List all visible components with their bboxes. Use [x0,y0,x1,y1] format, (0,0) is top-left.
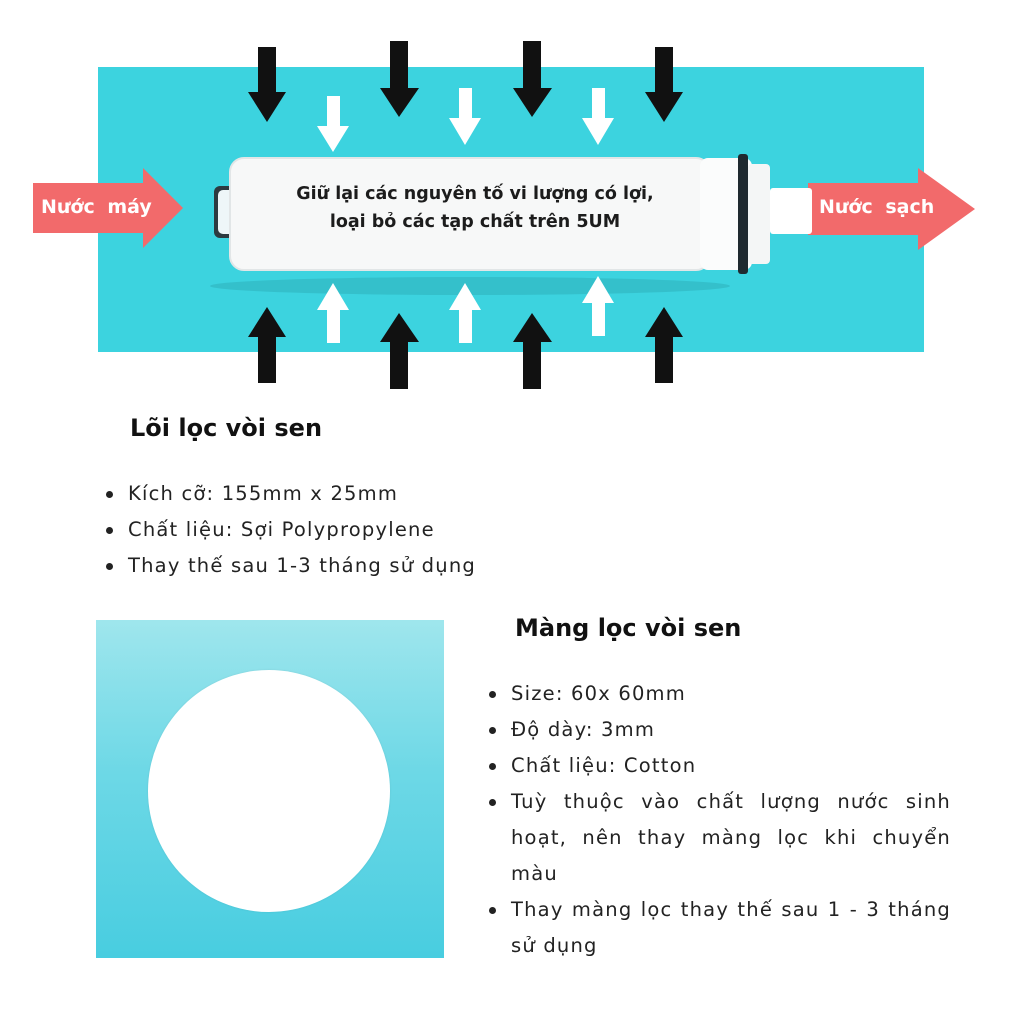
outlet-label: Nước sạch [819,196,935,218]
membrane-spec-material: Chất liệu: Cotton [489,748,951,784]
membrane-title: Màng lọc vòi sen [515,614,742,642]
white-arrows-top [317,88,614,152]
membrane-spec-replacement: Thay màng lọc thay thế sau 1 - 3 tháng sử dụng [489,892,951,964]
membrane-spec-thickness: Độ dày: 3mm [489,712,951,748]
membrane-spec-size: Size: 60x 60mm [489,676,951,712]
core-filter-spec-replacement: Thay thế sau 1-3 tháng sử dụng [106,548,476,584]
membrane-spec-care: Tuỳ thuộc vào chất lượng nước sinh hoạt, nên thay màng lọc khi chuyển màu [489,784,951,892]
core-filter-spec-size: Kích cỡ: 155mm x 25mm [106,476,476,512]
membrane-image [96,620,444,958]
cartridge-caption-line-1: Giữ lại các nguyên tố vi lượng có lợi, [296,184,654,204]
inlet-label: Nước máy [41,196,152,218]
core-filter-spec-list [106,476,476,584]
membrane-spec-list [489,676,951,964]
cartridge-caption-line-2: loại bỏ các tạp chất trên 5UM [329,212,621,232]
cartridge-caption [245,180,705,236]
membrane-disc [148,670,390,912]
core-filter-title: Lõi lọc vòi sen [130,414,323,442]
core-filter-spec-material: Chất liệu: Sợi Polypropylene [106,512,476,548]
